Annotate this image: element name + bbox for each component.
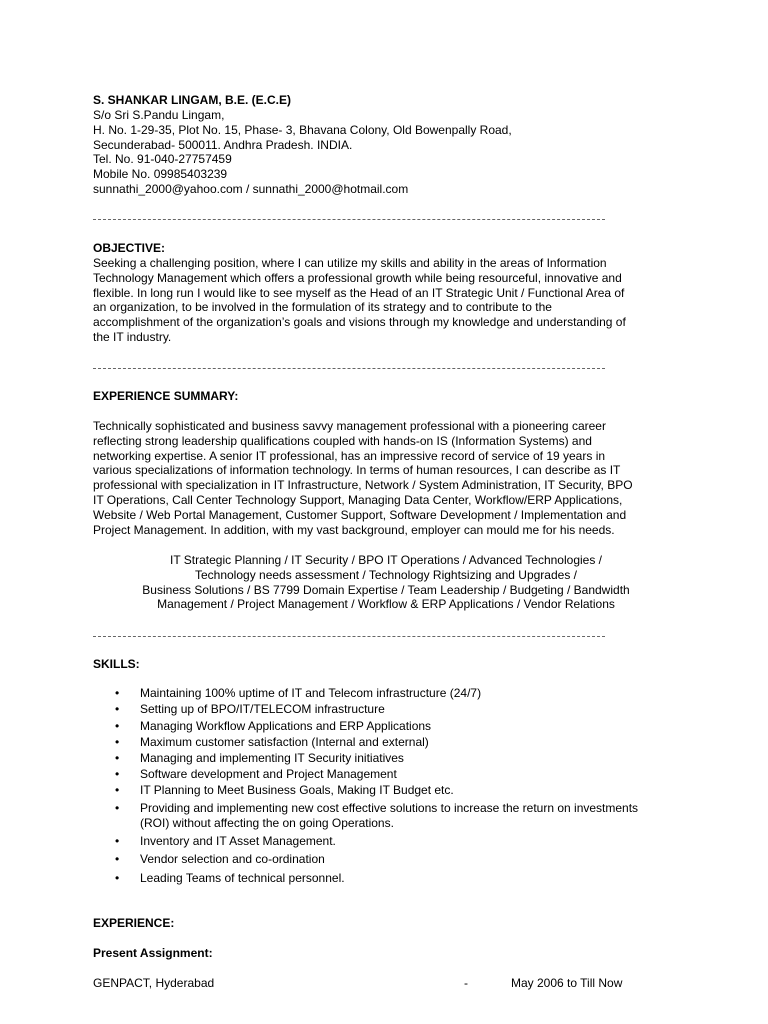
expertise-line: Business Solutions / BS 7799 Domain Expertise / Team Leadership / Budgeting / Bandwidth <box>142 582 630 597</box>
skill-text: Vendor selection and co-ordination <box>140 852 325 866</box>
expertise-line: Management / Project Management / Workflow & ERP Applications / Vendor Relations <box>157 597 615 612</box>
objective-text <box>93 256 673 345</box>
skill-text: (ROI) without affecting the on going Operations. <box>140 816 394 830</box>
summary-line: IT Operations, Call Center Technology Support, Managing Data Center, Workflow/ERP Applications, <box>93 492 623 507</box>
bullet-icon: • <box>115 751 120 765</box>
summary-line: professional with specialization in IT Infrastructure, Network / System Administration, IT Security, BPO <box>93 478 633 493</box>
employer: GENPACT, Hyderabad <box>93 976 215 990</box>
experience-summary-heading: EXPERIENCE SUMMARY: <box>93 389 239 403</box>
objective-line: an organization, to be involved in the formulation of its strategy and to contribute to the <box>93 300 552 315</box>
employment-period: May 2006 to Till Now <box>511 976 623 990</box>
experience-summary-text <box>93 419 673 537</box>
section-divider <box>93 368 605 369</box>
section-divider <box>93 219 605 220</box>
skill-text: Setting up of BPO/IT/TELECOM infrastructure <box>140 702 385 716</box>
objective-line: accomplishment of the organization’s goals and visions through my knowledge and understanding of <box>93 315 626 330</box>
bullet-icon: • <box>115 719 120 733</box>
objective-line: Technology Management which offers a professional growth while being resourceful, innovative and <box>93 270 622 285</box>
bullet-icon: • <box>115 686 120 700</box>
section-divider <box>93 636 605 637</box>
present-assignment-heading: Present Assignment: <box>93 946 213 960</box>
summary-line: Website / Web Portal Management, Customer Support, Software Development / Implementation and <box>93 507 627 522</box>
summary-line: Project Management. In addition, with my vast background, employer can mould me for his needs. <box>93 522 615 537</box>
bullet-icon: • <box>115 834 120 848</box>
objective-line: Seeking a challenging position, where I can utilize my skills and ability in the areas of Information <box>93 256 607 270</box>
bullet-icon: • <box>115 735 120 749</box>
skill-text: IT Planning to Meet Business Goals, Making IT Budget etc. <box>140 783 454 797</box>
expertise-areas <box>93 553 679 612</box>
expertise-line: Technology needs assessment / Technology Rightsizing and Upgrades / <box>194 567 577 582</box>
bullet-icon: • <box>115 852 120 866</box>
period-separator: - <box>464 976 468 990</box>
skill-text: Managing and implementing IT Security initiatives <box>140 751 404 765</box>
bullet-icon: • <box>115 871 120 885</box>
mobile: Mobile No. 09985403239 <box>93 167 228 181</box>
summary-line: various specializations of information technology. In terms of human resources, I can describe as IT <box>93 463 621 478</box>
skill-text: Leading Teams of technical personnel. <box>140 871 345 885</box>
bullet-icon: • <box>115 783 120 797</box>
skill-text: Inventory and IT Asset Management. <box>140 834 336 848</box>
bullet-icon: • <box>115 767 120 781</box>
skill-text: Providing and implementing new cost effective solutions to increase the return on investments <box>140 801 639 815</box>
candidate-name: S. SHANKAR LINGAM, B.E. (E.C.E) <box>93 93 292 107</box>
father-name: S/o Sri S.Pandu Lingam, <box>93 108 225 122</box>
objective-heading: OBJECTIVE: <box>93 241 166 255</box>
city-line: Secunderabad- 500011. Andhra Pradesh. INDIA. <box>93 138 353 152</box>
skill-text: Managing Workflow Applications and ERP Applications <box>140 719 432 733</box>
telephone: Tel. No. 91-040-27757459 <box>93 152 232 166</box>
objective-line: the IT industry. <box>93 329 172 344</box>
objective-line: flexible. In long run I would like to see myself as the Head of an IT Strategic Unit / Functional Area of <box>93 285 625 300</box>
address-line: H. No. 1-29-35, Plot No. 15, Phase- 3, Bhavana Colony, Old Bowenpally Road, <box>93 123 512 137</box>
summary-line: reflecting strong leadership qualifications coupled with hands-on IS (Information Systems) and <box>93 433 592 448</box>
email-addresses: sunnathi_2000@yahoo.com / sunnathi_2000@hotmail.com <box>93 182 409 196</box>
skill-text: Maximum customer satisfaction (Internal and external) <box>140 735 429 749</box>
summary-line: networking expertise. A senior IT professional, has an impressive record of service of 19 years in <box>93 448 606 463</box>
experience-heading: EXPERIENCE: <box>93 916 175 930</box>
skills-heading: SKILLS: <box>93 657 140 671</box>
expertise-line: IT Strategic Planning / IT Security / BPO IT Operations / Advanced Technologies / <box>169 553 602 567</box>
skill-text: Software development and Project Management <box>140 767 397 781</box>
skill-text: Maintaining 100% uptime of IT and Telecom infrastructure (24/7) <box>140 686 482 700</box>
bullet-icon: • <box>115 801 120 815</box>
bullet-icon: • <box>115 702 120 716</box>
summary-line: Technically sophisticated and business savvy management professional with a pioneering career <box>93 419 606 433</box>
